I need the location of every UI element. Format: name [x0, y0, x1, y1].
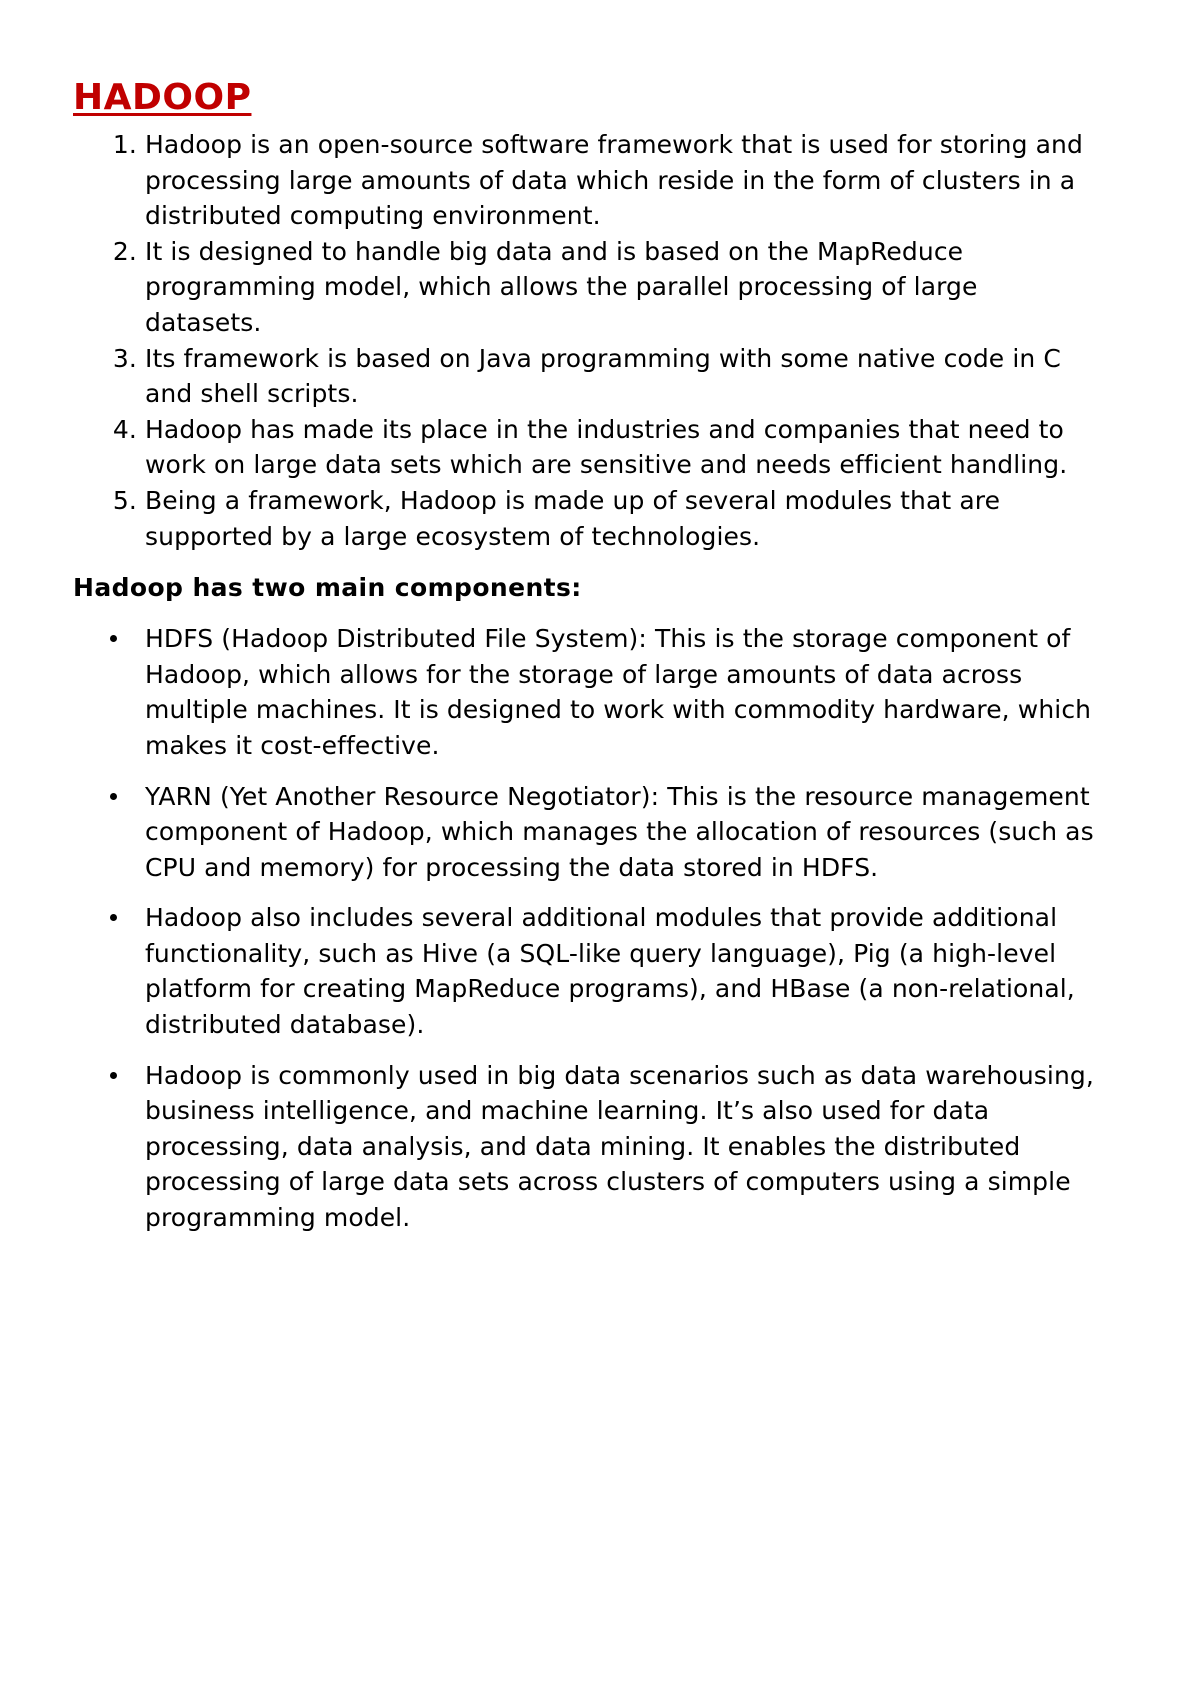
- page-title: HADOOP: [73, 77, 252, 118]
- bullet-icon: [110, 1072, 117, 1079]
- bullet-text: HDFS (Hadoop Distributed File System): This is the storage component of Hadoop, which allows for the storage of large amounts of data across multiple machines. It is designed to work with commodity hardware, which makes it cost-effective.: [145, 624, 1092, 760]
- list-item: 5. Being a framework, Hadoop is made up of several modules that are supported by a large ecosystem of technologies.: [145, 483, 1100, 554]
- bullet-list-item: [145, 621, 1100, 763]
- list-item: 2. It is designed to handle big data and is based on the MapReduce programming model, which allows the parallel processing of large datasets.: [145, 234, 1100, 341]
- bullet-icon: [110, 635, 117, 642]
- bullet-text: YARN (Yet Another Resource Negotiator): This is the resource management component of Hadoop, which manages the allocation of resources (such as CPU and memory) for processing the data stored in HDFS.: [145, 781, 1094, 882]
- bullet-list-item: [145, 900, 1100, 1042]
- bullet-text: Hadoop also includes several additional modules that provide additional functionality, such as Hive (a SQL-like query language), Pig (a high-level platform for creating MapReduce programs), and HBase (a non-relational, distributed database).: [145, 903, 1075, 1040]
- list-item: 1. Hadoop is an open-source software framework that is used for storing and processing large amounts of data which reside in the form of clusters in a distributed computing environment.: [145, 127, 1100, 234]
- bullet-list-item: [145, 779, 1100, 886]
- section-heading: Hadoop has two main components:: [73, 573, 582, 603]
- bullet-text: Hadoop is commonly used in big data scenarios such as data warehousing, business intelligence, and machine learning. It’s also used for data processing, data analysis, and data mining. It enables the distributed processing of large data sets across clusters of computers using a simple programming model.: [145, 1060, 1094, 1233]
- numbered-list: [73, 127, 1100, 554]
- bullet-list: [73, 621, 1100, 1236]
- bullet-icon: [110, 914, 117, 921]
- list-item: 4. Hadoop has made its place in the industries and companies that need to work on large data sets which are sensitive and needs efficient handling.: [145, 412, 1100, 483]
- bullet-icon: [110, 793, 117, 800]
- list-item: 3. Its framework is based on Java programming with some native code in C and shell scripts.: [145, 341, 1100, 412]
- bullet-list-item: [145, 1058, 1100, 1236]
